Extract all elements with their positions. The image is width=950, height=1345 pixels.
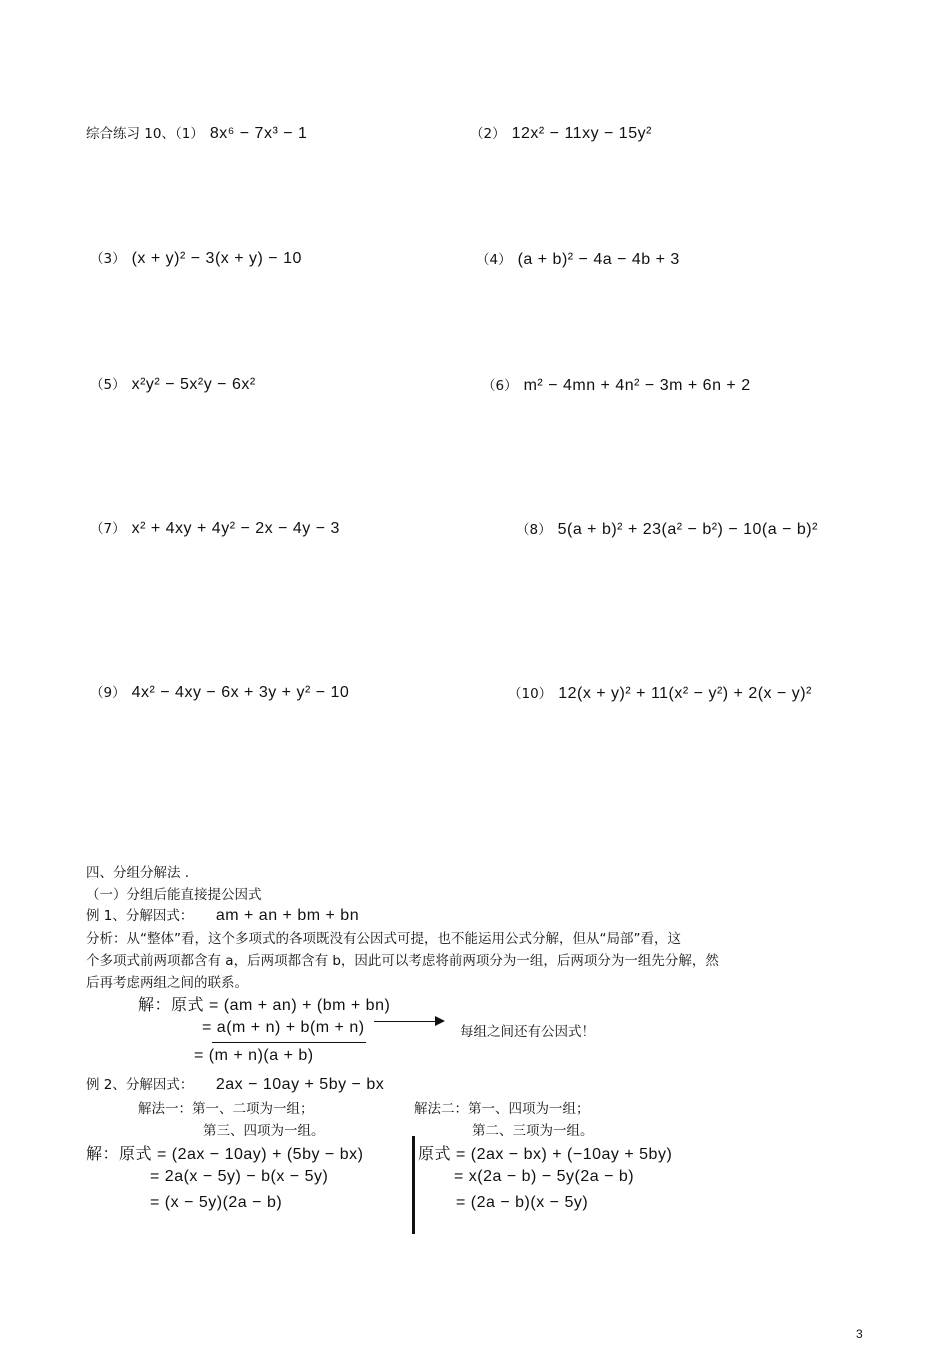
exercise-label: （9）	[90, 685, 126, 701]
exercise-expr: (x + y)² − 3(x + y) − 10	[131, 250, 302, 267]
left-solution-step: 解：原式 = (2ax − 10ay) + (5by − bx)	[86, 1146, 364, 1163]
solution-step: = (m + n)(a + b)	[194, 1047, 314, 1064]
section-title: 四、分组分解法 .	[86, 865, 190, 881]
exercise-label: （7）	[90, 521, 126, 537]
exercise-label: （2）	[470, 126, 506, 142]
group-underline	[212, 1042, 366, 1043]
exercise-expr: x² + 4xy + 4y² − 2x − 4y − 3	[131, 520, 340, 537]
example2-expr: 2ax − 10ay + 5by − bx	[215, 1076, 385, 1093]
exercise-4	[476, 248, 680, 269]
right-solution-step: = x(2a − b) − 5y(2a − b)	[454, 1168, 635, 1185]
right-solution-step: = (2a − b)(x − 5y)	[456, 1194, 589, 1211]
exercise-expr: 12(x + y)² + 11(x² − y²) + 2(x − y)²	[558, 685, 812, 702]
example1-expr: am + an + bm + bn	[215, 907, 360, 924]
example2-label: 例 2、分解因式：	[86, 1077, 194, 1093]
exercise-2	[470, 122, 652, 143]
exercise-expr: x²y² − 5x²y − 6x²	[131, 376, 256, 393]
exercise-label: （3）	[90, 251, 126, 267]
solution-step: = a(m + n) + b(m + n)	[202, 1019, 365, 1036]
left-solution-step: = (x − 5y)(2a − b)	[150, 1194, 283, 1211]
exercise-label: （4）	[476, 252, 512, 268]
exercise-expr: 8x⁶ − 7x³ − 1	[209, 125, 308, 142]
left-solution-step: = 2a(x − 5y) − b(x − 5y)	[150, 1168, 329, 1185]
method2-line: 解法二：第一、四项为一组；	[414, 1101, 590, 1117]
method1-line: 解法一：第一、二项为一组；	[138, 1101, 314, 1117]
exercise-expr: 4x² − 4xy − 6x + 3y + y² − 10	[131, 684, 350, 701]
analysis-line: 后再考虑两组之间的联系。	[86, 975, 248, 991]
exercise-expr: 5(a + b)² + 23(a² − b²) − 10(a − b)²	[557, 521, 818, 538]
solution-step: 解：原式 = (am + an) + (bm + bn)	[138, 997, 391, 1014]
exercise-7	[90, 517, 340, 538]
arrow-head-icon	[435, 1016, 445, 1026]
example2-row	[86, 1073, 384, 1094]
exercise-3	[90, 247, 302, 268]
divider-bar	[412, 1136, 415, 1234]
analysis-line: 分析：从“整体”看，这个多项式的各项既没有公因式可提，也不能运用公式分解，但从“局部”看，这	[86, 931, 681, 947]
exercise-5	[90, 373, 256, 394]
exercise-label: （8）	[516, 522, 552, 538]
exercise-6	[482, 374, 751, 395]
exercise-label: （5）	[90, 377, 126, 393]
exercise-label: （6）	[482, 378, 518, 394]
exercise-8	[516, 518, 818, 539]
section-subtitle: （一）分组后能直接提公因式	[86, 887, 262, 903]
exercise-label: （10）	[508, 686, 553, 702]
exercise-expr: m² − 4mn + 4n² − 3m + 6n + 2	[523, 377, 751, 394]
exercise-10	[508, 682, 812, 703]
page-number: 3	[856, 1327, 863, 1341]
exercise-label: （1）	[174, 126, 204, 142]
exercise-heading: 综合练习 10、	[86, 126, 175, 142]
annotation-note: 每组之间还有公因式！	[460, 1024, 595, 1040]
exercise-expr: (a + b)² − 4a − 4b + 3	[517, 251, 680, 268]
method2-line: 第二、三项为一组。	[472, 1123, 594, 1139]
arrow-icon	[374, 1021, 436, 1022]
analysis-line: 个多项式前两项都含有 a，后两项都含有 b，因此可以考虑将前两项分为一组，后两项分为一组先分解，然	[86, 953, 719, 969]
example1-row	[86, 904, 359, 925]
right-solution-step: 原式 = (2ax − bx) + (−10ay + 5by)	[418, 1146, 673, 1163]
example1-label: 例 1、分解因式：	[86, 908, 194, 924]
exercise-9	[90, 681, 349, 702]
exercise-heading-row	[86, 122, 307, 143]
exercise-expr: 12x² − 11xy − 15y²	[511, 125, 652, 142]
method1-line: 第三、四项为一组。	[203, 1123, 325, 1139]
